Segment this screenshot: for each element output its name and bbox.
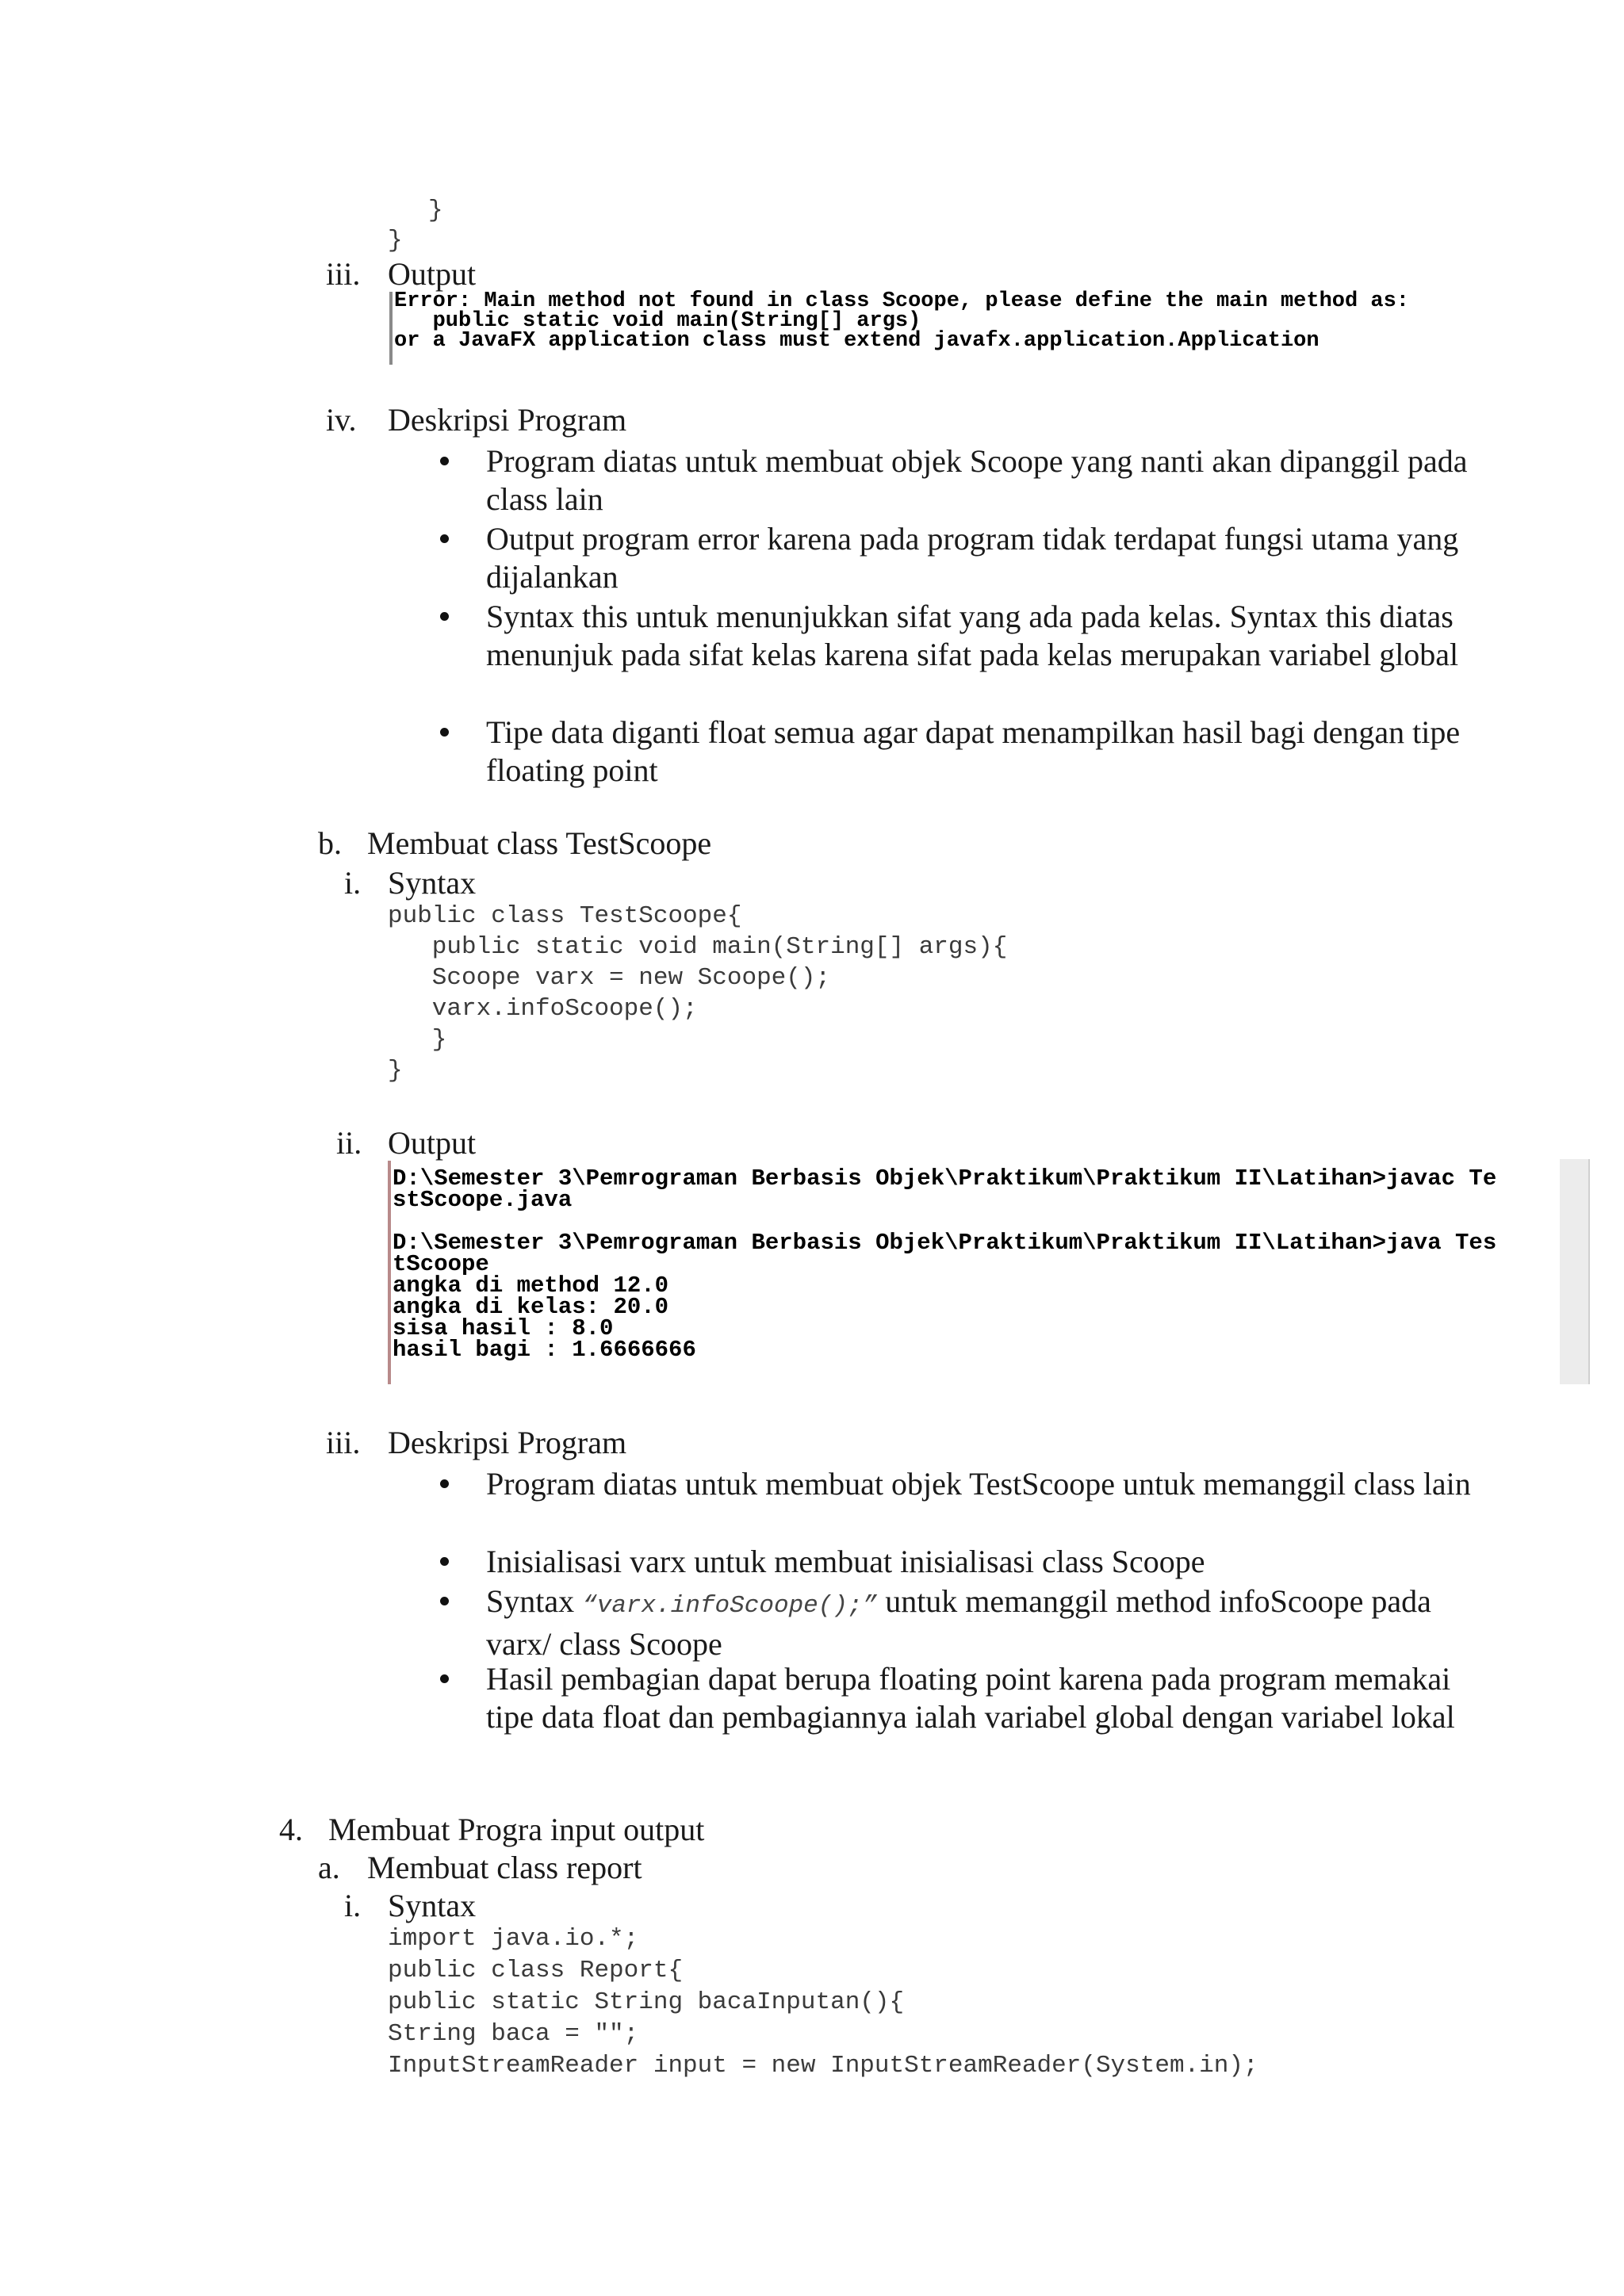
bullet-item: Output program error karena pada program tidak terdapat fungsi utama yang dijalankan (486, 521, 1459, 595)
bullet-text-post: untuk memanggil method infoScoope pada varx/ class Scoope (486, 1583, 1431, 1662)
terminal-line: stScoope.java (393, 1187, 573, 1213)
list-marker: iii. (326, 1425, 361, 1460)
code-line: } (388, 1057, 403, 1085)
terminal-output (389, 289, 1410, 365)
code-line: varx.infoScoope(); (388, 995, 698, 1023)
list-marker: ii. (336, 1125, 362, 1161)
bullet-item: Tipe data diganti float semua agar dapat menampilkan hasil bagi dengan tipe floating point (486, 714, 1461, 788)
scrollbar[interactable] (1560, 1159, 1590, 1384)
bullet-icon (440, 1674, 449, 1683)
bullet-item: Hasil pembagian dapat berupa floating point karena pada program memakai tipe data float dan pembagiannya ialah variabel global dengan variabel lokal (486, 1661, 1455, 1735)
code-line: String baca = ""; (388, 2020, 639, 2048)
bullet-icon (440, 612, 449, 621)
terminal-line: public static void main(String[] args) (394, 309, 921, 333)
code-line: import java.io.*; (388, 1925, 639, 1953)
terminal-line: angka di kelas: 20.0 (393, 1294, 669, 1320)
code-line: } (388, 227, 403, 254)
list-marker: i. (344, 1888, 362, 1923)
list-marker: b. (318, 825, 342, 861)
list-marker: 4. (279, 1812, 303, 1847)
bullet-item (486, 1582, 1485, 1663)
section-heading: Membuat Progra input output (328, 1812, 705, 1847)
bullet-text-pre: Syntax (486, 1583, 583, 1619)
terminal-line: or a JavaFX application class must extend javafx.application.Application (394, 329, 1320, 353)
bullet-item: Program diatas untuk membuat objek TestScoope untuk memanggil class lain (486, 1466, 1471, 1502)
subsection-heading: Output (388, 1125, 477, 1161)
terminal-line: D:\Semester 3\Pemrograman Berbasis Objek\Praktikum\Praktikum II\Latihan>javac Te (393, 1165, 1497, 1192)
bullet-icon (440, 728, 449, 737)
terminal-line: hasil bagi : 1.6666666 (393, 1337, 696, 1363)
bullet-icon (440, 534, 449, 543)
terminal-line: D:\Semester 3\Pemrograman Berbasis Objek\Praktikum\Praktikum II\Latihan>java Tes (393, 1230, 1497, 1256)
code-line: } (388, 1026, 447, 1054)
terminal-line: Error: Main method not found in class Scoope, please define the main method as: (394, 289, 1410, 313)
code-line: public static void main(String[] args){ (388, 933, 1008, 961)
terminal-line: tScoope (393, 1251, 489, 1277)
section-heading: Membuat class TestScoope (367, 825, 712, 861)
section-heading: Output (388, 256, 477, 292)
code-line: InputStreamReader input = new InputStreamReader(System.in); (388, 2052, 1258, 2080)
section-heading: Deskripsi Program (388, 402, 627, 438)
list-marker: i. (344, 865, 362, 901)
bullet-icon (440, 457, 449, 465)
terminal-line: angka di method 12.0 (393, 1272, 669, 1299)
section-heading: Membuat class report (367, 1850, 642, 1885)
code-line: } (428, 197, 443, 224)
list-marker: a. (318, 1850, 340, 1885)
code-line: public class TestScoope{ (388, 902, 742, 930)
bullet-item: Program diatas untuk membuat objek Scoope yang nanti akan dipanggil pada class lain (486, 443, 1468, 517)
subsection-heading: Syntax (388, 865, 477, 901)
list-marker: iii. (326, 256, 361, 292)
subsection-heading: Deskripsi Program (388, 1425, 627, 1460)
bullet-icon (440, 1479, 449, 1488)
code-line: public class Report{ (388, 1957, 684, 1984)
bullet-item: Inisialisasi varx untuk membuat inisialisasi class Scoope (486, 1544, 1205, 1579)
list-marker: iv. (326, 402, 357, 438)
inline-code: “varx.infoScoope();” (582, 1592, 878, 1620)
code-line: public static String bacaInputan(){ (388, 1988, 905, 2016)
subsection-heading: Syntax (388, 1888, 477, 1923)
terminal-line: sisa hasil : 8.0 (393, 1315, 614, 1341)
bullet-icon (440, 1557, 449, 1566)
code-line: Scoope varx = new Scoope(); (388, 964, 831, 992)
bullet-item: Syntax this untuk menunjukkan sifat yang ada pada kelas. Syntax this diatas menunjuk pada sifat kelas karena sifat pada kelas merupakan variabel global (486, 599, 1459, 672)
bullet-icon (440, 1597, 449, 1605)
terminal-output (388, 1161, 1557, 1384)
